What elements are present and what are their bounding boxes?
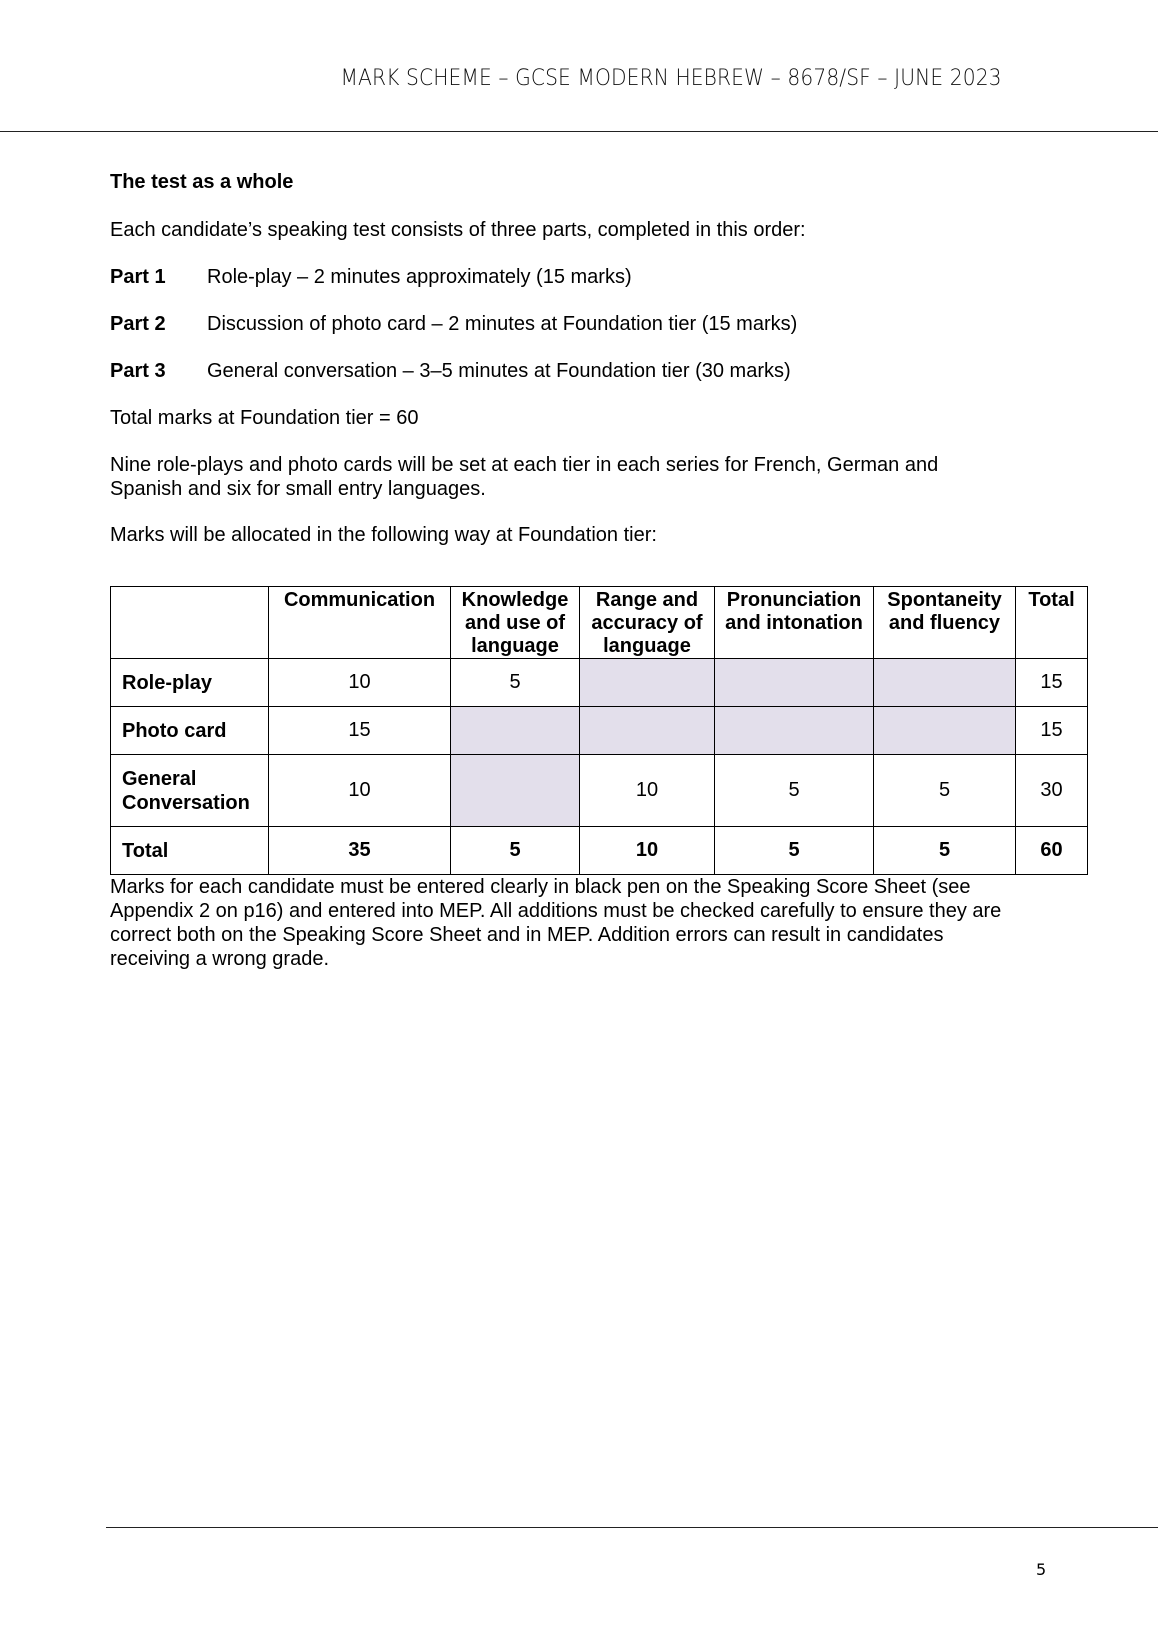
- part-item: [110, 359, 791, 383]
- table-cell: 5: [451, 827, 580, 875]
- shaded-cell: [874, 659, 1016, 707]
- column-header: Spontaneity and fluency: [874, 587, 1016, 659]
- table-cell: 10: [580, 827, 715, 875]
- shaded-cell: [580, 659, 715, 707]
- part-item: [110, 265, 632, 289]
- intro-paragraph: Each candidate’s speaking test consists of three parts, completed in this order:: [110, 219, 806, 241]
- column-header: Total: [1016, 587, 1088, 659]
- total-marks-text: Total marks at Foundation tier = 60: [110, 407, 419, 429]
- table-cell: 5: [715, 827, 874, 875]
- column-header: Communication: [269, 587, 451, 659]
- header-title: MARK SCHEME – GCSE MODERN HEBREW – 8678/SF – JUNE 2023: [340, 66, 1002, 91]
- page-number: 5: [1036, 1560, 1047, 1579]
- column-header: Knowledge and use of language: [451, 587, 580, 659]
- table-cell: 5: [874, 827, 1016, 875]
- table-cell: 10: [269, 755, 451, 827]
- table-cell: 10: [580, 755, 715, 827]
- table-cell: 15: [1016, 659, 1088, 707]
- shaded-cell: [715, 659, 874, 707]
- part-label: Part 3: [110, 360, 166, 382]
- shaded-cell: [451, 707, 580, 755]
- table-cell: 15: [269, 707, 451, 755]
- shaded-cell: [580, 707, 715, 755]
- table-row: [111, 755, 1088, 827]
- row-label: Photo card: [111, 707, 269, 755]
- header-divider: [0, 131, 1158, 132]
- table-row: [111, 659, 1088, 707]
- table-cell: 5: [874, 755, 1016, 827]
- column-header: [111, 587, 269, 659]
- row-label: Role-play: [111, 659, 269, 707]
- marks-allocation-table: [110, 586, 1088, 875]
- footer-divider: [106, 1527, 1158, 1528]
- shaded-cell: [874, 707, 1016, 755]
- allocation-intro: Marks will be allocated in the following way at Foundation tier:: [110, 524, 657, 546]
- part-text: Discussion of photo card – 2 minutes at Foundation tier (15 marks): [207, 313, 798, 335]
- table-cell: 15: [1016, 707, 1088, 755]
- table-cell: 5: [451, 659, 580, 707]
- marks-entry-paragraph: Marks for each candidate must be entered clearly in black pen on the Speaking Score Sheet (see Appendix 2 on p16) and entered into MEP. All additions must be checked carefully to ensure they are correct both on the Speaking Score Sheet and in MEP. Addition errors can result in candidates receiving a wrong grade.: [110, 876, 1002, 970]
- table-cell: 30: [1016, 755, 1088, 827]
- part-item: [110, 312, 797, 336]
- roleplays-paragraph: Nine role-plays and photo cards will be set at each tier in each series for French, German and Spanish and six for small entry languages.: [110, 454, 939, 500]
- table-cell: 5: [715, 755, 874, 827]
- table-cell: 60: [1016, 827, 1088, 875]
- section-heading: The test as a whole: [110, 171, 294, 193]
- part-text: Role-play – 2 minutes approximately (15 marks): [207, 266, 632, 288]
- table-header-row: [111, 587, 1088, 659]
- column-header: Pronunciation and intonation: [715, 587, 874, 659]
- row-label: Total: [111, 827, 269, 875]
- part-text: General conversation – 3–5 minutes at Foundation tier (30 marks): [207, 360, 791, 382]
- row-label: General Conversation: [111, 755, 269, 827]
- shaded-cell: [451, 755, 580, 827]
- part-label: Part 2: [110, 313, 166, 335]
- table-total-row: [111, 827, 1088, 875]
- column-header: Range and accuracy of language: [580, 587, 715, 659]
- table-cell: 35: [269, 827, 451, 875]
- table-row: [111, 707, 1088, 755]
- shaded-cell: [715, 707, 874, 755]
- table-cell: 10: [269, 659, 451, 707]
- part-label: Part 1: [110, 266, 166, 288]
